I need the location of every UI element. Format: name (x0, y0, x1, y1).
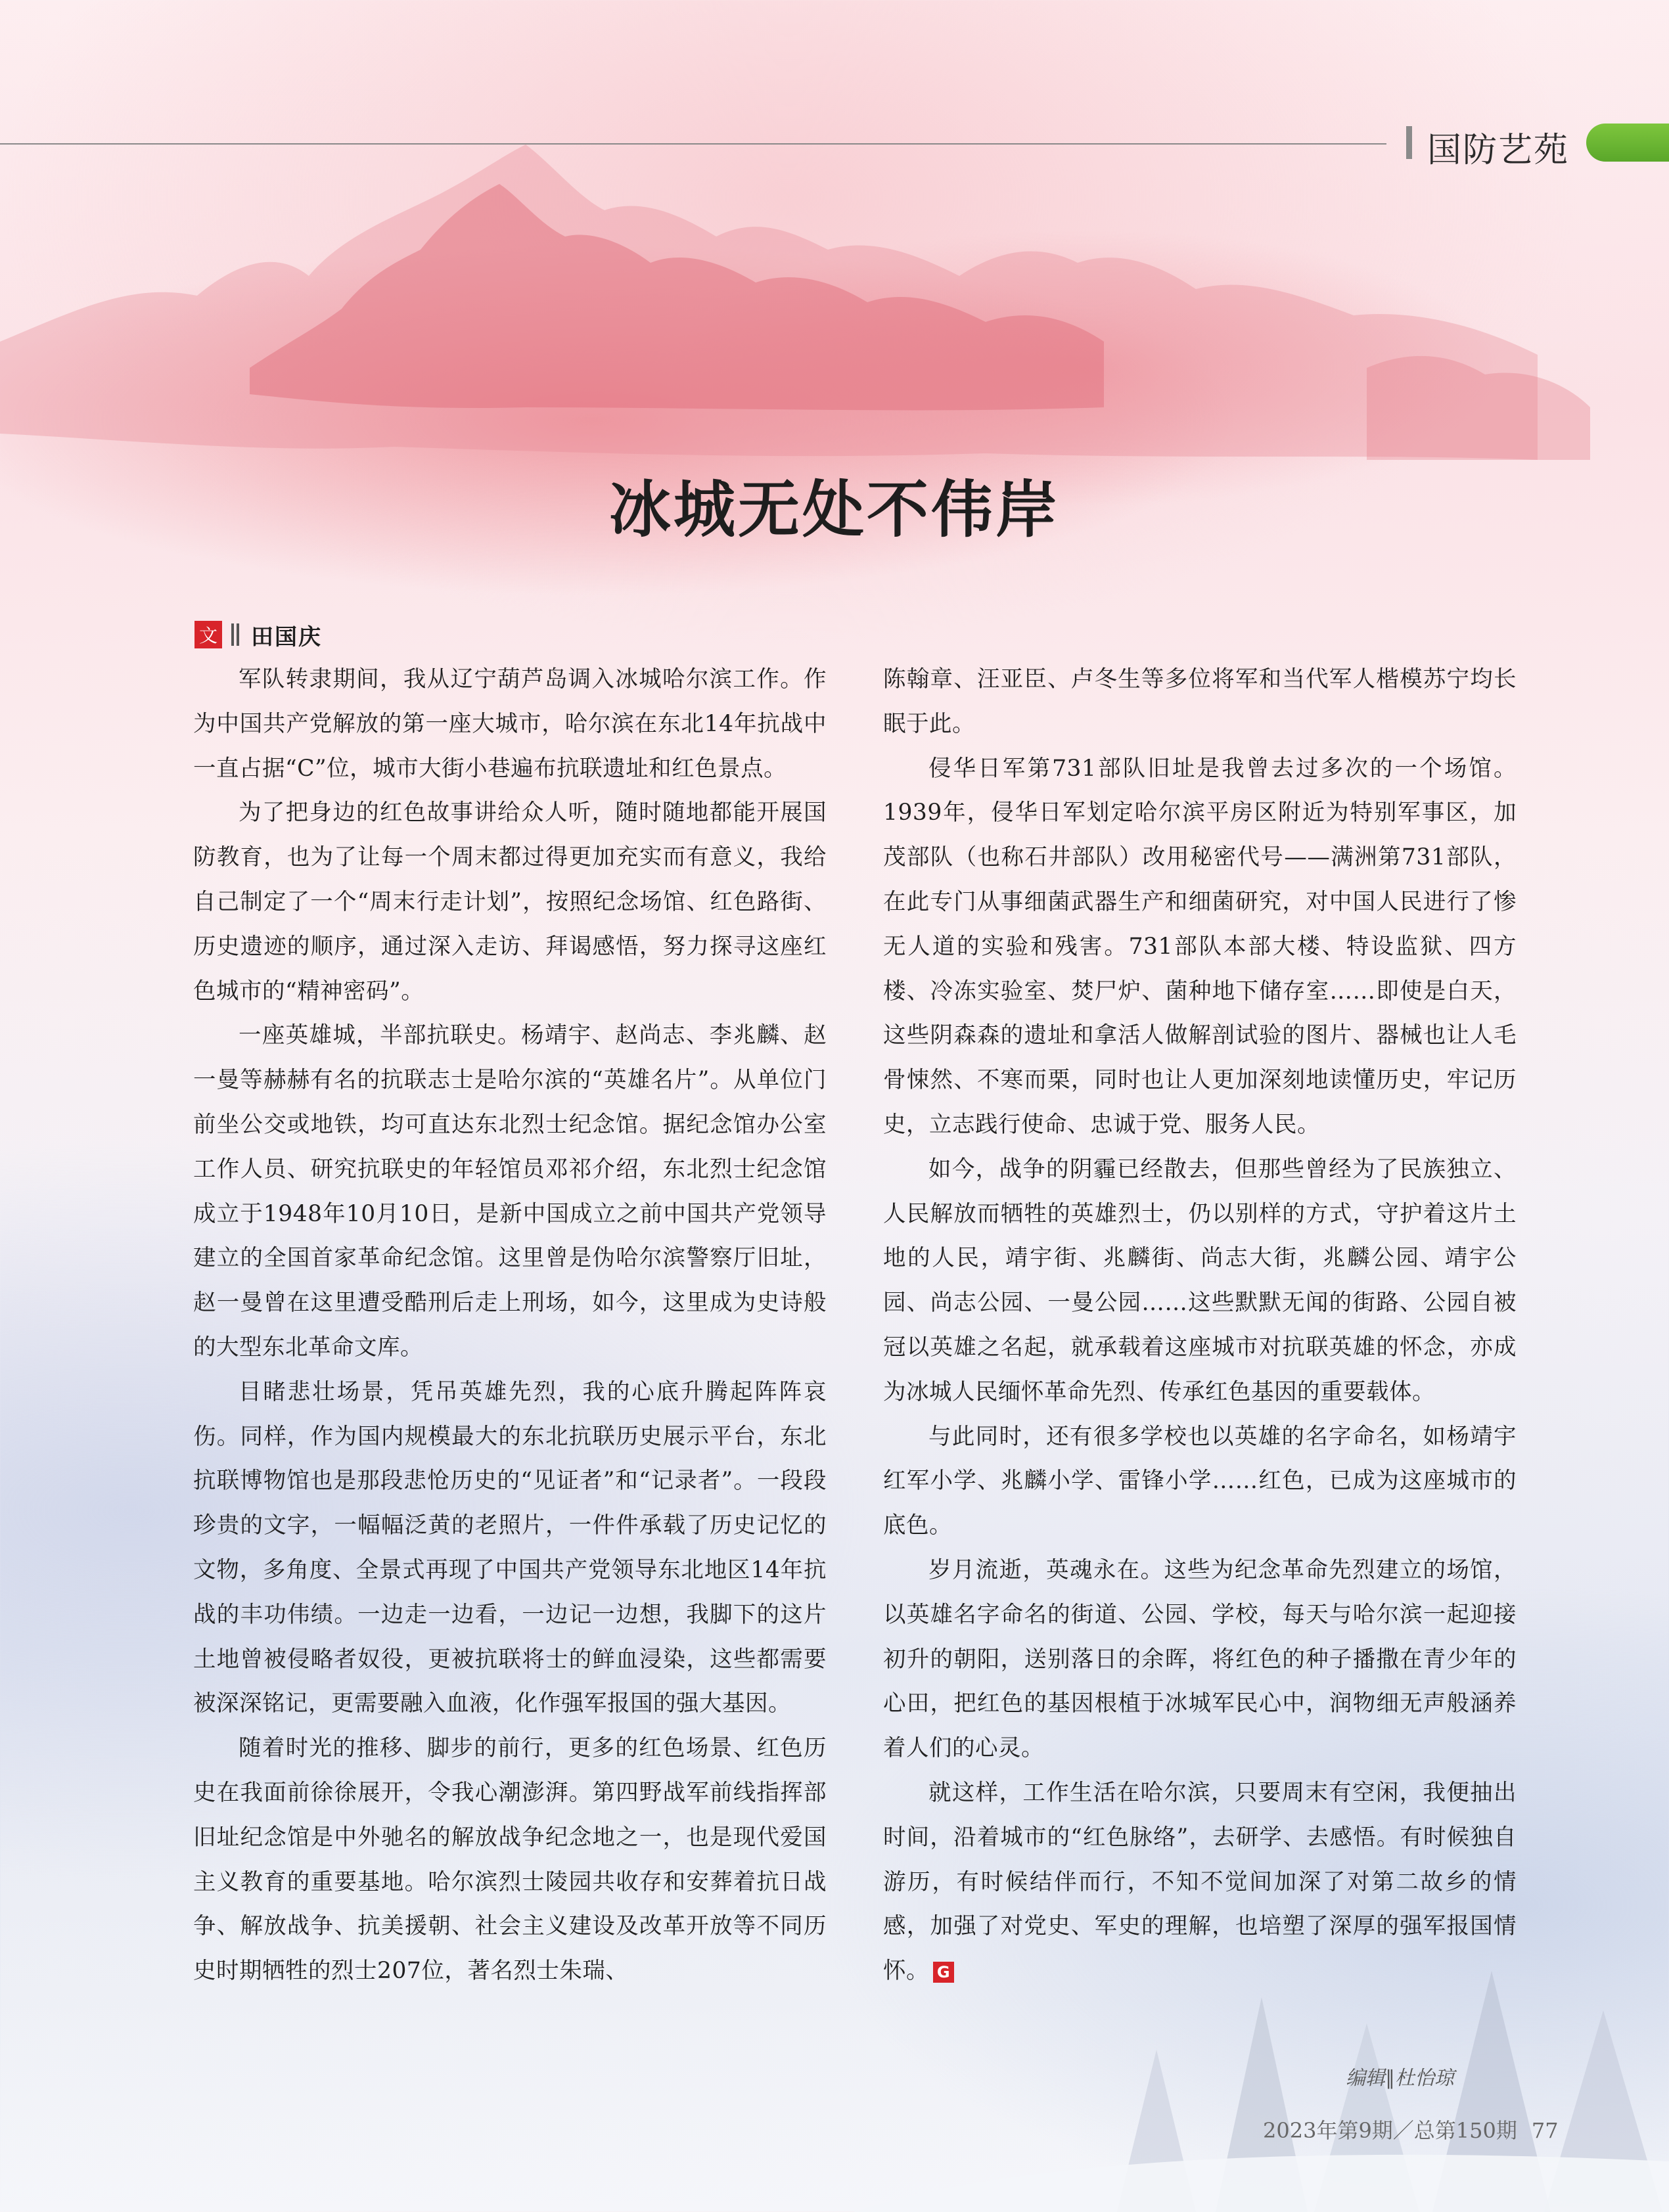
paragraph: 与此同时，还有很多学校也以英雄的名字命名，如杨靖宇红军小学、兆麟小学、雷锋小学……红色，已成为这座城市的底色。 (883, 1423, 1517, 1539)
byline (194, 621, 322, 648)
right-column (883, 658, 1517, 1994)
byline-badge: 文 (194, 621, 222, 648)
byline-divider (231, 623, 234, 646)
header-rule (0, 143, 1386, 145)
section-accent-tab (1586, 124, 1669, 162)
paragraph: 岁月流逝，英魂永在。这些为纪念革命先烈建立的场馆，以英雄名字命名的街道、公园、学校，每天与哈尔滨一起迎接初升的朝阳，送别落日的余晖，将红色的种子播撒在青少年的心田，把红色的基因根植于冰城军民心中，润物细无声般涵养着人们的心灵。 (883, 1556, 1517, 1762)
left-column (193, 658, 827, 1994)
header-divider (1406, 126, 1412, 159)
issue-label: 2023年第9期／总第150期 (1263, 2118, 1517, 2143)
paragraph-continuation: 陈翰章、汪亚臣、卢冬生等多位将军和当代军人楷模苏宁均长眠于此。 (883, 666, 1517, 737)
end-mark-icon: G (933, 1962, 954, 1983)
paragraph: 为了把身边的红色故事讲给众人听，随时随地都能开展国防教育，也为了让每一个周末都过得更加充实而有意义，我给自己制定了一个“周末行走计划”，按照纪念场馆、红色路街、历史遗迹的顺序，通过深入走访、拜谒感悟，努力探寻这座红色城市的“精神密码”。 (193, 800, 827, 1004)
article-title: 冰城无处不伟岸 (608, 474, 1060, 546)
paragraph: 军队转隶期间，我从辽宁葫芦岛调入冰城哈尔滨工作。作为中国共产党解放的第一座大城市，哈尔滨在东北14年抗战中一直占据“C”位，城市大街小巷遍布抗联遗址和红色景点。 (193, 666, 827, 782)
page-number: 77 (1531, 2118, 1559, 2143)
paragraph: 如今，战争的阴霾已经散去，但那些曾经为了民族独立、人民解放而牺牲的英雄烈士，仍以别样的方式，守护着这片土地的人民，靖宇街、兆麟街、尚志大街，兆麟公园、靖宇公园、尚志公园、一曼公园……这些默默无闻的街路、公园自被冠以英雄之名起，就承载着这座城市对抗联英雄的怀念，亦成为冰城人民缅怀革命先烈、传承红色基因的重要载体。 (883, 1156, 1517, 1405)
byline-divider (237, 623, 239, 646)
section-title: 国防艺苑 (1427, 131, 1570, 170)
editor-credit: 编辑∥杜怡琼 (1346, 2067, 1454, 2090)
paragraph: 随着时光的推移、脚步的前行，更多的红色场景、红色历史在我面前徐徐展开，令我心潮澎湃。第四野战军前线指挥部旧址纪念馆是中外驰名的解放战争纪念地之一，也是现代爱国主义教育的重要基地。哈尔滨烈士陵园共收存和安葬着抗日战争、解放战争、抗美援朝、社会主义建设及改革开放等不同历史时期牺牲的烈士207位，著名烈士朱瑞、 (193, 1735, 827, 1985)
paragraph: 一座英雄城，半部抗联史。杨靖宇、赵尚志、李兆麟、赵一曼等赫赫有名的抗联志士是哈尔滨的“英雄名片”。从单位门前坐公交或地铁，均可直达东北烈士纪念馆。据纪念馆办公室工作人员、研究抗联史的年轻馆员邓祁介绍，东北烈士纪念馆成立于1948年10月10日，是新中国成立之前中国共产党领导建立的全国首家革命纪念馆。这里曾是伪哈尔滨警察厅旧址，赵一曼曾在这里遭受酷刑后走上刑场，如今，这里成为史诗般的大型东北革命文库。 (193, 1022, 827, 1361)
author-name: 田国庆 (251, 623, 322, 650)
paragraph: 侵华日军第731部队旧址是我曾去过多次的一个场馆。1939年，侵华日军划定哈尔滨平房区附近为特别军事区，加茂部队（也称石井部队）改用秘密代号——满洲第731部队，在此专门从事细菌武器生产和细菌研究，对中国人民进行了惨无人道的实验和残害。731部队本部大楼、特设监狱、四方楼、冷冻实验室、焚尸炉、菌种地下储存室……即使是白天，这些阴森森的遗址和拿活人做解剖试验的图片、器械也让人毛骨悚然、不寒而栗，同时也让人更加深刻地读懂历史，牢记历史，立志践行使命、忠诚于党、服务人民。 (883, 755, 1517, 1138)
paragraph: 目睹悲壮场景，凭吊英雄先烈，我的心底升腾起阵阵哀伤。同样，作为国内规模最大的东北抗联历史展示平台，东北抗联博物馆也是那段悲怆历史的“见证者”和“记录者”。一段段珍贵的文字，一幅幅泛黄的老照片，一件件承载了历史记忆的文物，多角度、全景式再现了中国共产党领导东北地区14年抗战的丰功伟绩。一边走一边看，一边记一边想，我脚下的这片土地曾被侵略者奴役，更被抗联将士的鲜血浸染，这些都需要被深深铭记，更需要融入血液，化作强军报国的强大基因。 (193, 1378, 827, 1717)
final-paragraph (883, 1771, 1517, 1994)
final-paragraph-text: 就这样，工作生活在哈尔滨，只要周末有空闲，我便抽出时间，沿着城市的“红色脉络”，去研学、去感悟。有时候独自游历，有时候结伴而行，不知不觉间加深了对第二故乡的情感，加强了对党史、军史的理解，也培塑了深厚的强军报国情怀。 (883, 1779, 1517, 1985)
page-footer (1263, 2114, 1559, 2144)
